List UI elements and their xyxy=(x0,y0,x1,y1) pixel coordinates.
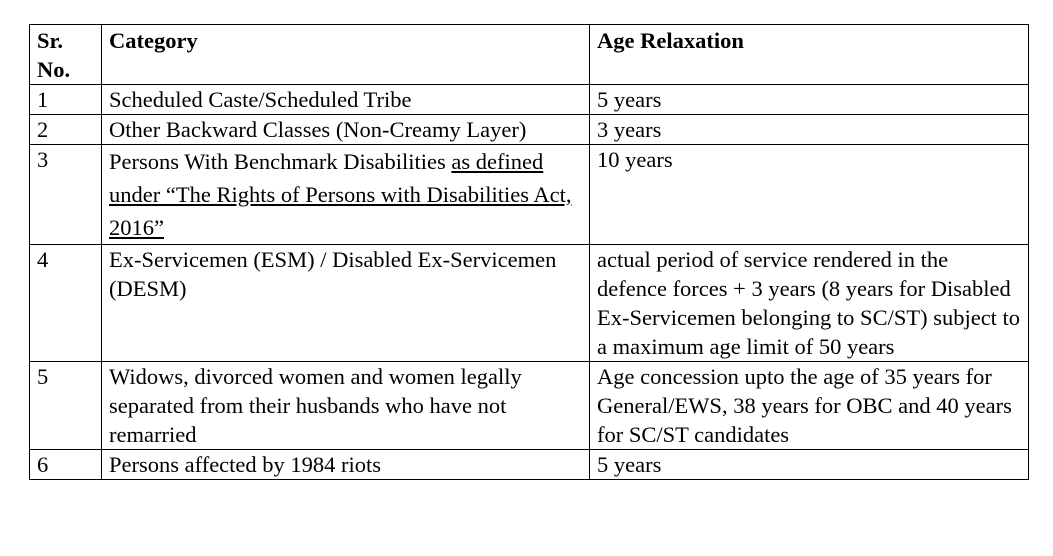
sr-number: 6 xyxy=(30,450,102,480)
category-cell: Scheduled Caste/Scheduled Tribe xyxy=(102,85,590,115)
category-cell: Persons affected by 1984 riots xyxy=(102,450,590,480)
sr-number: 1 xyxy=(30,85,102,115)
category-cell xyxy=(102,145,590,245)
table-row xyxy=(30,145,1029,245)
category-act-reference: as defined under “The Rights of Persons with Disabilities Act, 2016” xyxy=(109,149,572,240)
table-row xyxy=(30,85,1029,115)
relaxation-cell: Age concession upto the age of 35 years for General/EWS, 38 years for OBC and 40 years for SC/ST candidates xyxy=(590,362,1029,450)
relaxation-cell: 3 years xyxy=(590,115,1029,145)
sr-number: 3 xyxy=(30,145,102,245)
header-age-relaxation: Age Relaxation xyxy=(590,25,1029,85)
table-row xyxy=(30,245,1029,362)
relaxation-cell: 10 years xyxy=(590,145,1029,245)
sr-number: 5 xyxy=(30,362,102,450)
header-category: Category xyxy=(102,25,590,85)
table-header-row xyxy=(30,25,1029,85)
sr-number: 4 xyxy=(30,245,102,362)
table-row xyxy=(30,450,1029,480)
category-cell: Other Backward Classes (Non-Creamy Layer) xyxy=(102,115,590,145)
sr-number: 2 xyxy=(30,115,102,145)
category-cell: Ex-Servicemen (ESM) / Disabled Ex-Servicemen (DESM) xyxy=(102,245,590,362)
table-row xyxy=(30,115,1029,145)
age-relaxation-table xyxy=(29,24,1029,480)
category-cell: Widows, divorced women and women legally separated from their husbands who have not remarried xyxy=(102,362,590,450)
header-sr-no: Sr. No. xyxy=(30,25,102,85)
relaxation-cell: 5 years xyxy=(590,450,1029,480)
table-row xyxy=(30,362,1029,450)
category-text: Persons With Benchmark Disabilities xyxy=(109,149,452,174)
relaxation-cell: 5 years xyxy=(590,85,1029,115)
relaxation-cell: actual period of service rendered in the defence forces + 3 years (8 years for Disabled Ex-Servicemen belonging to SC/ST) subject to a maximum age limit of 50 years xyxy=(590,245,1029,362)
